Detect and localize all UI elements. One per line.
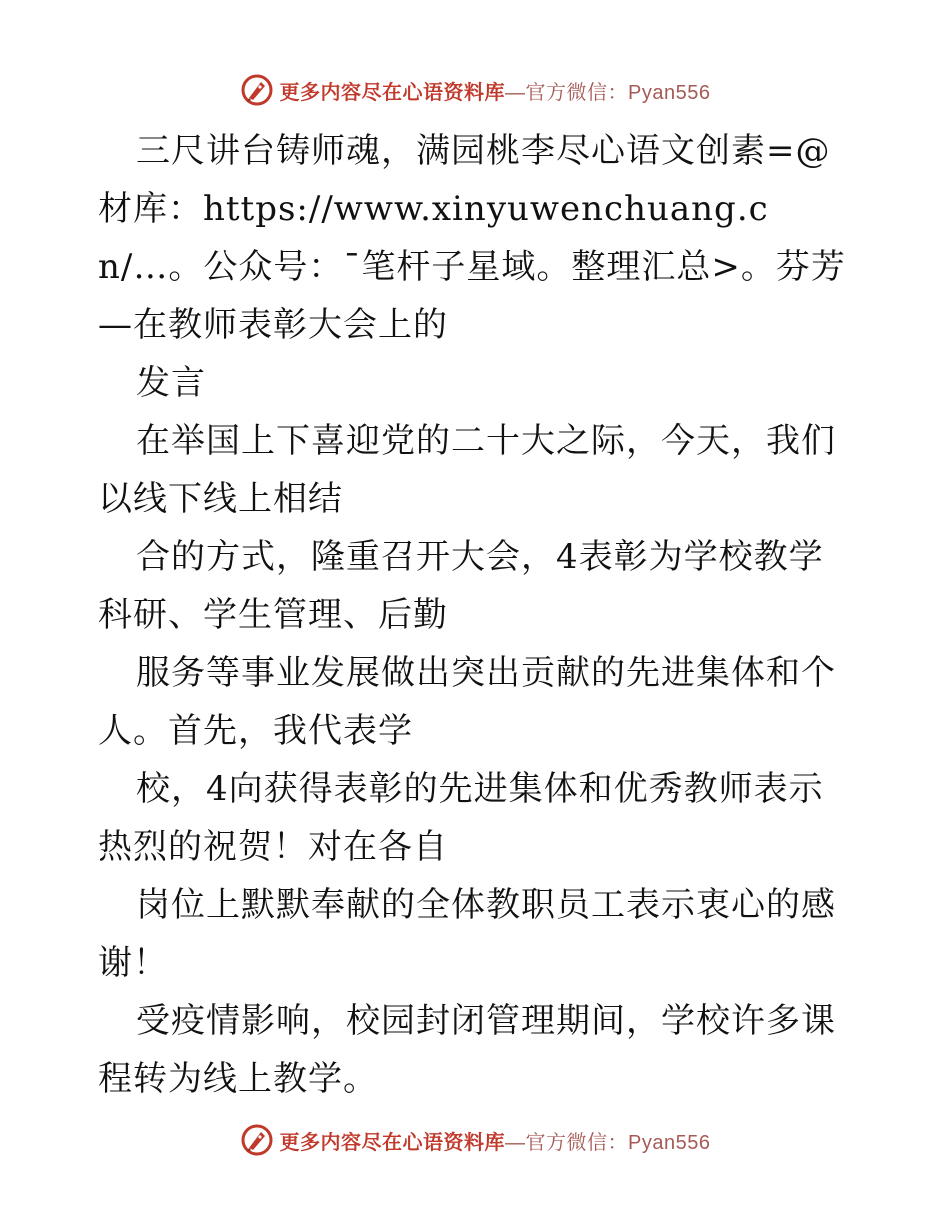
footer-banner-text	[280, 1126, 711, 1155]
paragraph: 受疫情影响，校园封闭管理期间，学校许多课程转为线上教学。	[98, 1001, 836, 1099]
footer-banner-prefix: 更多内容尽在心语资料库	[279, 1129, 506, 1154]
pen-nib-logo-icon	[240, 1123, 274, 1157]
document-body	[98, 122, 858, 1108]
header-banner-prefix: 更多内容尽在心语资料库	[279, 79, 506, 104]
footer-banner-suffix: —官方微信：Pyan556	[505, 1131, 711, 1154]
paragraph: 校，4向获得表彰的先进集体和优秀教师表示热烈的祝贺！对在各自	[98, 769, 824, 867]
paragraph: 服务等事业发展做出突出贡献的先进集体和个人。首先，我代表学	[98, 653, 836, 751]
paragraph: 三尺讲台铸师魂，满园桃李尽心语文创素=@材库：https://www.xinyuwenchuang.cn/…。公众号：¯笔杆子星域。整理汇总>。芬芳—在教师表彰大会上的	[98, 131, 846, 345]
header-banner-suffix: —官方微信：Pyan556	[505, 81, 711, 104]
paragraph: 合的方式，隆重召开大会，4表彰为学校教学科研、学生管理、后勤	[98, 537, 824, 635]
paragraph: 岗位上默默奉献的全体教职员工表示衷心的感谢！	[98, 885, 836, 983]
header-banner-text	[280, 76, 711, 105]
paragraph: 发言	[136, 363, 206, 403]
header-banner	[0, 70, 950, 110]
footer-banner	[0, 1120, 950, 1160]
paragraph: 在举国上下喜迎党的二十大之际，今天，我们以线下线上相结	[98, 421, 836, 519]
pen-nib-logo-icon	[240, 73, 274, 107]
